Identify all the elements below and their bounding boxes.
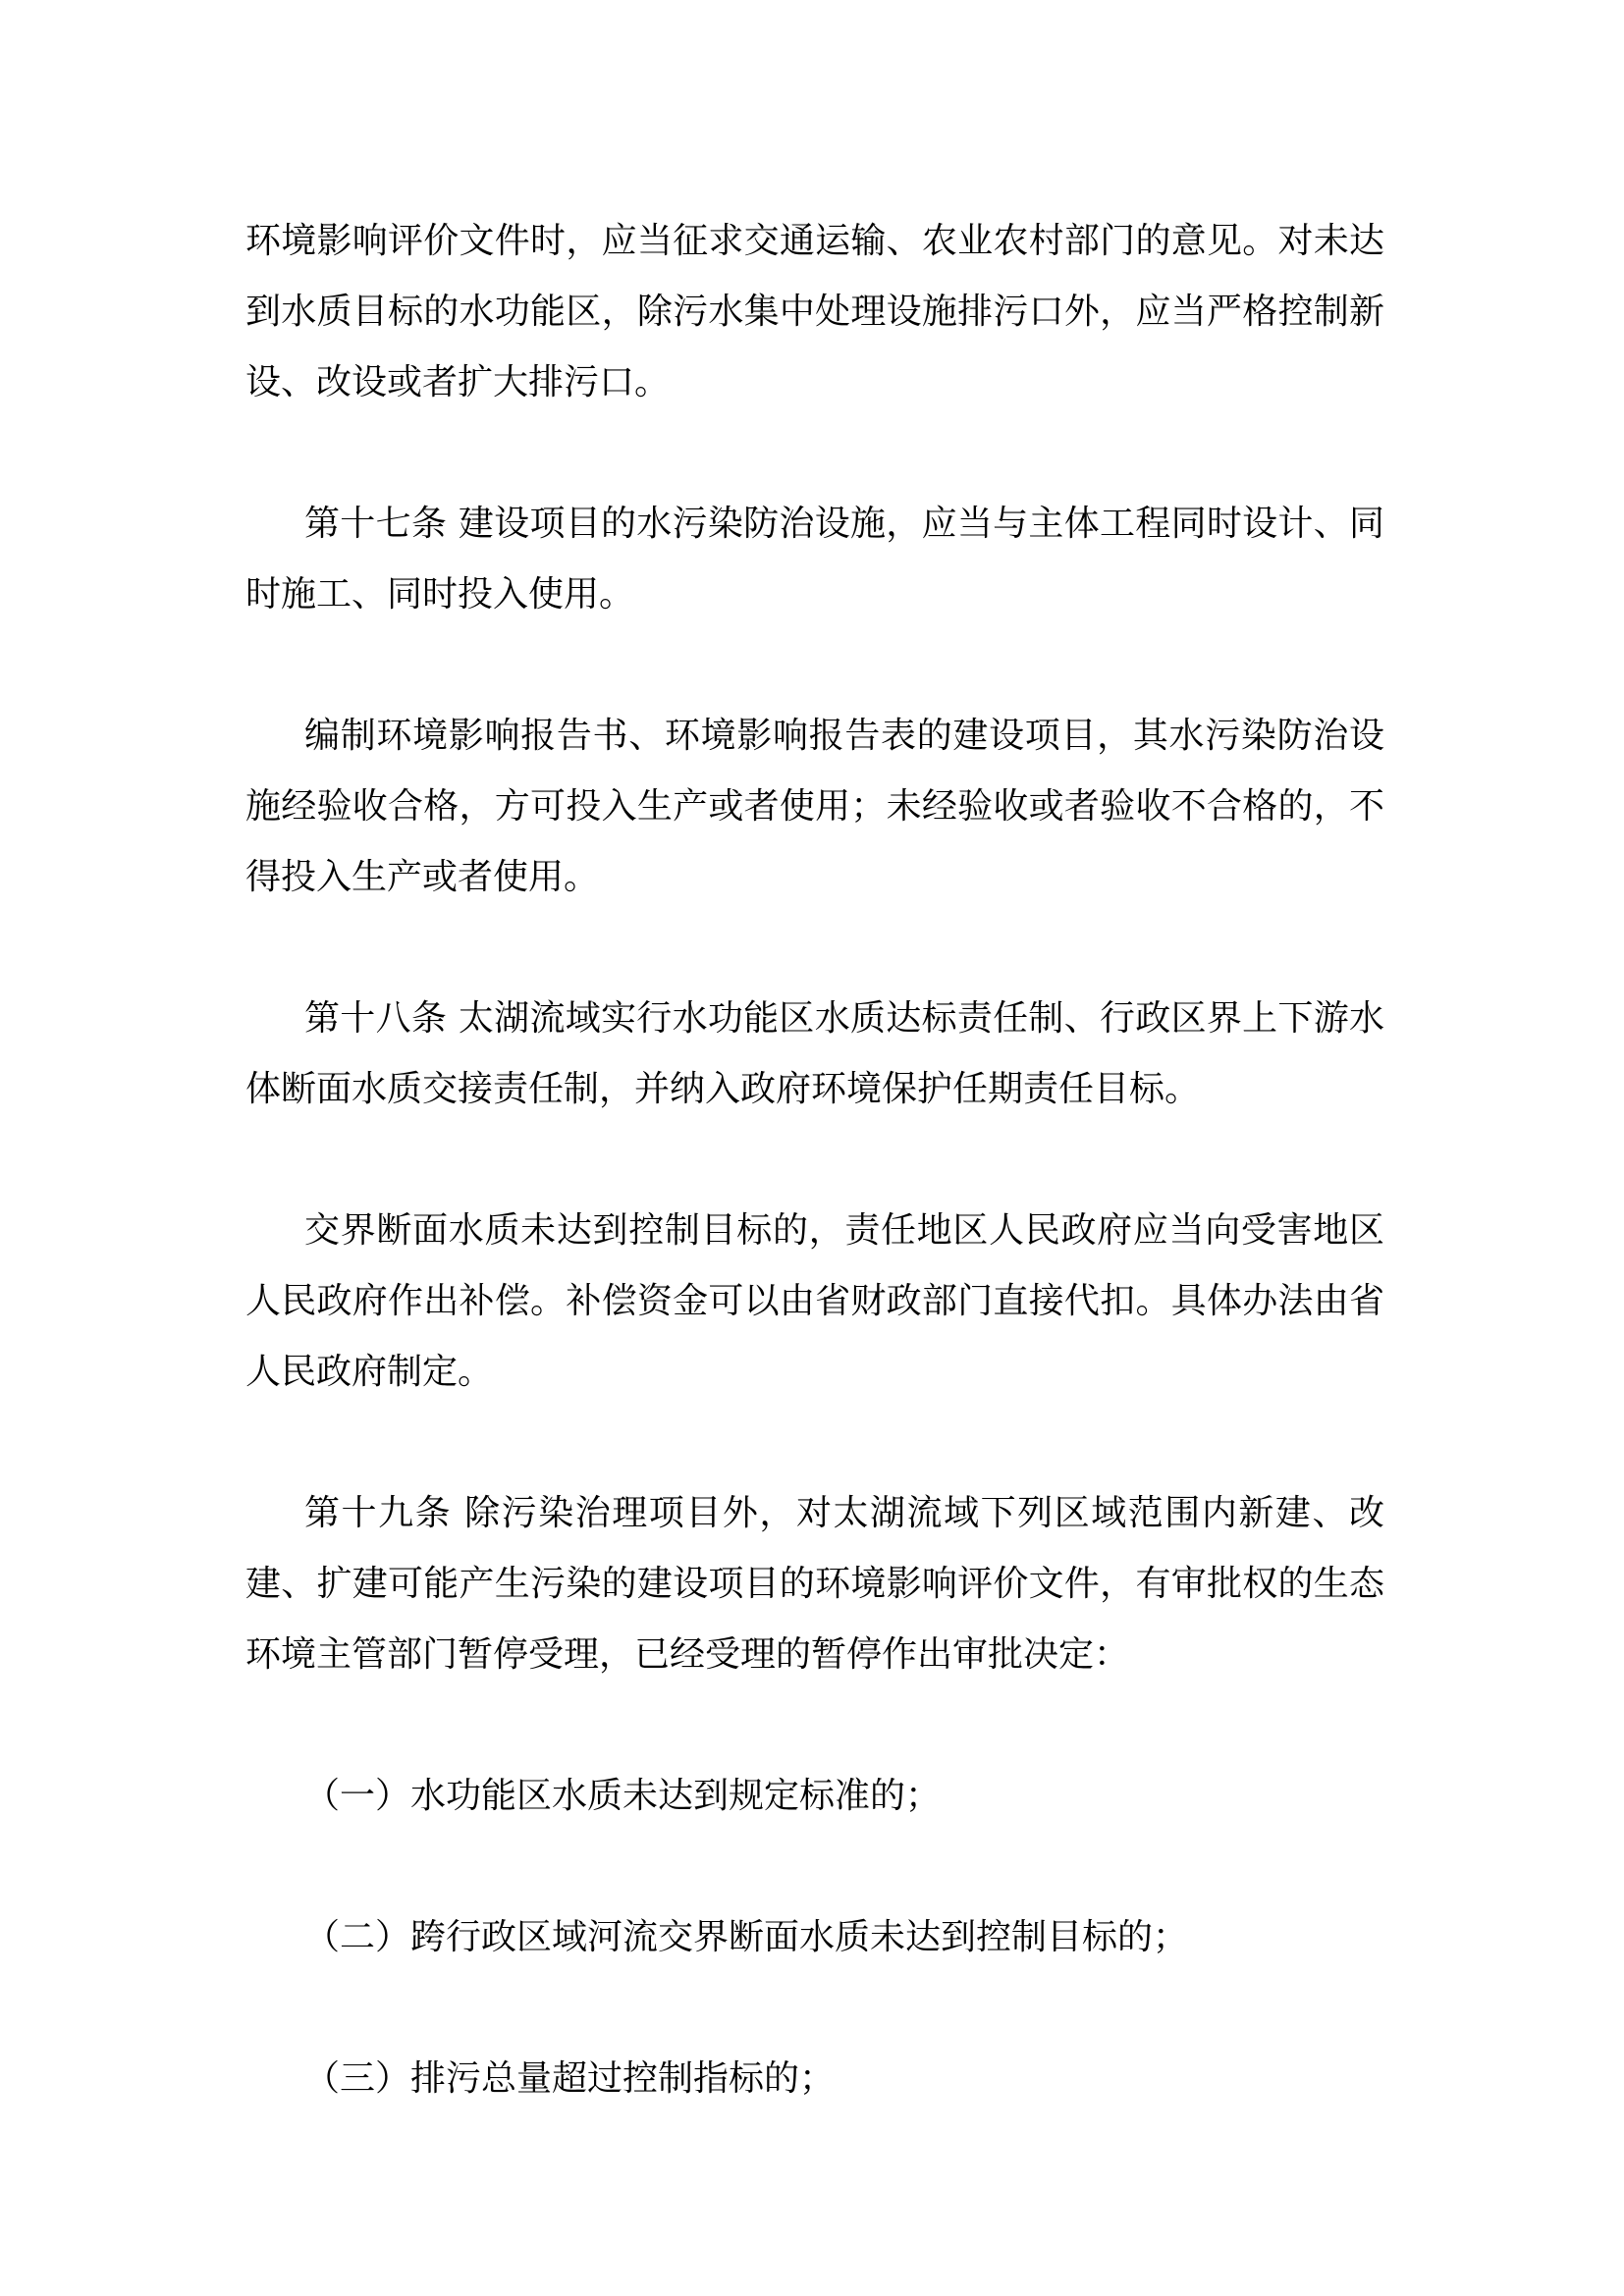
paragraph-article-17-clause-2: 编制环境影响报告书、环境影响报告表的建设项目，其水污染防治设施经验收合格，方可投入生产或者使用；未经验收或者验收不合格的，不得投入生产或者使用。 [245,716,1384,897]
list-item-3: （三）排污总量超过控制指标的； [304,2058,836,2099]
paragraph-continuation: 环境影响评价文件时，应当征求交通运输、农业农村部门的意见。对未达到水质目标的水功能区，除污水集中处理设施排污口外，应当严格控制新设、改设或者扩大排污口。 [245,221,1384,402]
paragraph-article-18: 第十八条 太湖流域实行水功能区水质达标责任制、行政区界上下游水体断面水质交接责任制，并纳入政府环境保护任期责任目标。 [245,998,1384,1109]
paragraph-article-17: 第十七条 建设项目的水污染防治设施，应当与主体工程同时设计、同时施工、同时投入使用。 [245,504,1384,614]
list-item-1: （一）水功能区水质未达到规定标准的； [304,1776,942,1816]
paragraph-article-18-clause-2: 交界断面水质未达到控制目标的，责任地区人民政府应当向受害地区人民政府作出补偿。补偿资金可以由省财政部门直接代扣。具体办法由省人民政府制定。 [245,1210,1384,1392]
paragraph-article-19: 第十九条 除污染治理项目外，对太湖流域下列区域范围内新建、改建、扩建可能产生污染的建设项目的环境影响评价文件，有审批权的生态环境主管部门暂停受理，已经受理的暂停作出审批决定： [245,1493,1384,1675]
list-item-2: （二）跨行政区域河流交界断面水质未达到控制目标的； [304,1917,1189,1957]
document-body [245,206,1384,2185]
